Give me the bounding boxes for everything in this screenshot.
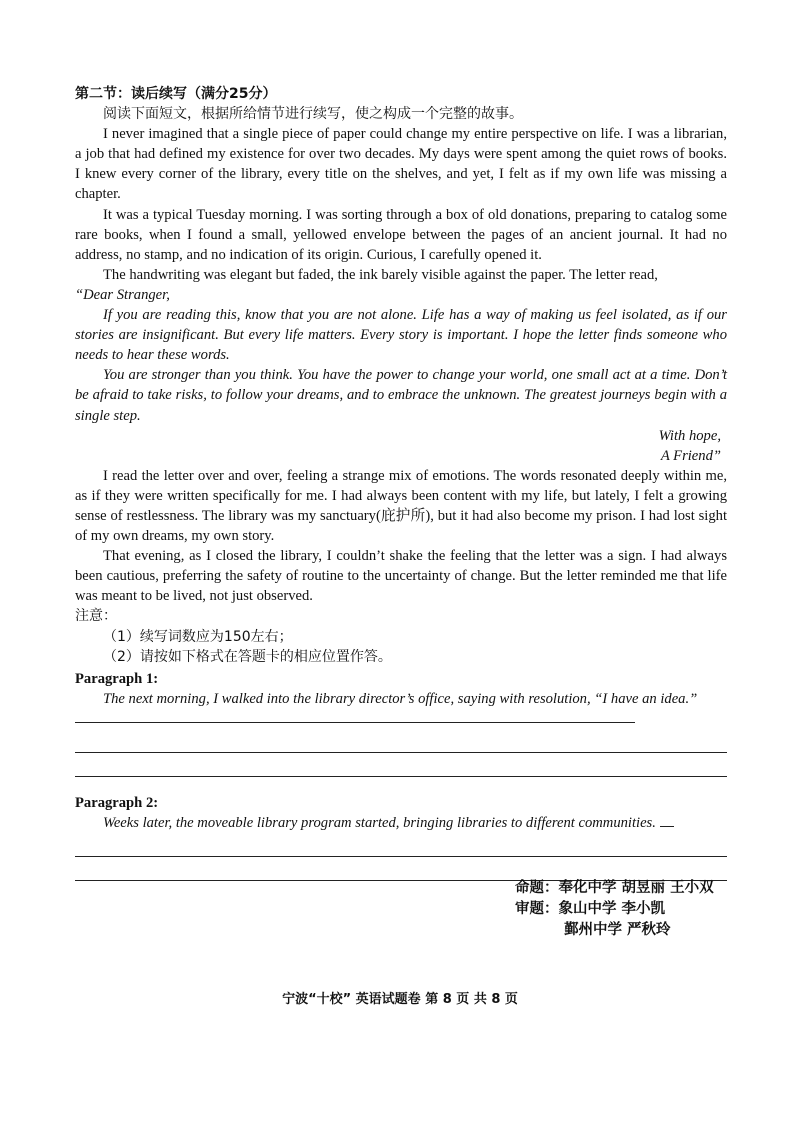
paragraph-1-label: Paragraph 1: xyxy=(75,670,159,687)
credits-author: 命题：奉化中学 胡昱丽 王小双 xyxy=(515,880,714,896)
page-footer: 宁波“十校” 英语试题卷 第 8 页 共 8 页 xyxy=(282,992,518,1007)
story-paragraph-3: The handwriting was elegant but faded, the ink barely visible against the paper. The letter read, xyxy=(103,266,658,283)
letter-signature: A Friend” xyxy=(660,447,721,464)
section-instruction: 阅读下面短文，根据所给情节进行续写，使之构成一个完整的故事。 xyxy=(103,106,523,123)
story-paragraph-5: That evening, as I closed the library, I couldn’t shake the feeling that the letter was a sign. I had always been cautious, preferring the safety of routine to the uncertainty of change. But the letter reminded me that life was meant to be lived, not just observed. xyxy=(75,548,727,605)
credits-reviewer: 审题：象山中学 李小凯 xyxy=(515,901,666,917)
letter-greeting: “Dear Stranger, xyxy=(75,286,170,303)
credits-reviewer-2: 鄞州中学 严秋玲 xyxy=(564,922,671,938)
note-item-1: （1）续写词数应为150左右； xyxy=(103,628,293,645)
notes-title: 注意： xyxy=(75,608,117,625)
answer-row[interactable] xyxy=(75,833,727,857)
note-item-2: （2）请按如下格式在答题卡的相应位置作答。 xyxy=(103,648,392,665)
story-paragraph-2: It was a typical Tuesday morning. I was sorting through a box of old donations, preparing to catalog some rare books, when I found a small, yellowed envelope between the pages of an ancient journal. It had no address, no stamp, and no indication of its origin. Curious, I carefully opened it. xyxy=(75,206,727,263)
answer-line xyxy=(75,776,727,777)
answer-row[interactable] xyxy=(75,753,727,777)
paragraph-1-prompt-text: The next morning, I walked into the library director’s office, saying with resolution, “I have an idea.” xyxy=(103,690,698,707)
paragraph-1-prompt xyxy=(75,689,727,729)
section-heading: 第二节：读后续写（满分25分） xyxy=(75,86,277,102)
credits-block xyxy=(515,878,714,941)
letter-paragraph-1: If you are reading this, know that you are not alone. Life has a way of making us feel isolated, as if our stories are insignificant. But every life matters. Every story is important. I hope the letter finds someone who needs to hear these words. xyxy=(75,307,727,364)
paragraph-2-prompt-text: Weeks later, the moveable library program started, bringing libraries to different communities. xyxy=(103,815,656,832)
answer-row[interactable] xyxy=(75,729,727,753)
letter-paragraph-2: You are stronger than you think. You have the power to change your world, one small act at a time. Don’t be afraid to take risks, to follow your dreams, and to embrace the unknown. The greatest journeys begin with a single step. xyxy=(75,367,727,424)
paragraph-2-label: Paragraph 2: xyxy=(75,795,159,811)
paragraph-2-prompt xyxy=(75,813,727,833)
story-paragraph-4: I read the letter over and over, feeling a strange mix of emotions. The words resonated deeply within me, as if they were written specifically for me. I had always been content with my life, but lately, I felt a growing sense of restlessness. The library was my sanctuary(庇护所), but it had also become my prison. I had lost sight of my own dreams, my own story. xyxy=(75,467,727,545)
answer-line[interactable] xyxy=(75,722,635,723)
story-paragraph-1: I never imagined that a single piece of paper could change my entire perspective on life. I was a librarian, a job that had defined my existence for over two decades. My days were spent among the quiet rows of books. I knew every corner of the library, every title on the shelves, and yet, I felt as if my own life was missing a chapter. xyxy=(75,126,727,203)
answer-line[interactable] xyxy=(660,826,674,827)
writing-section xyxy=(75,84,727,881)
letter-signoff: With hope, xyxy=(658,427,721,444)
